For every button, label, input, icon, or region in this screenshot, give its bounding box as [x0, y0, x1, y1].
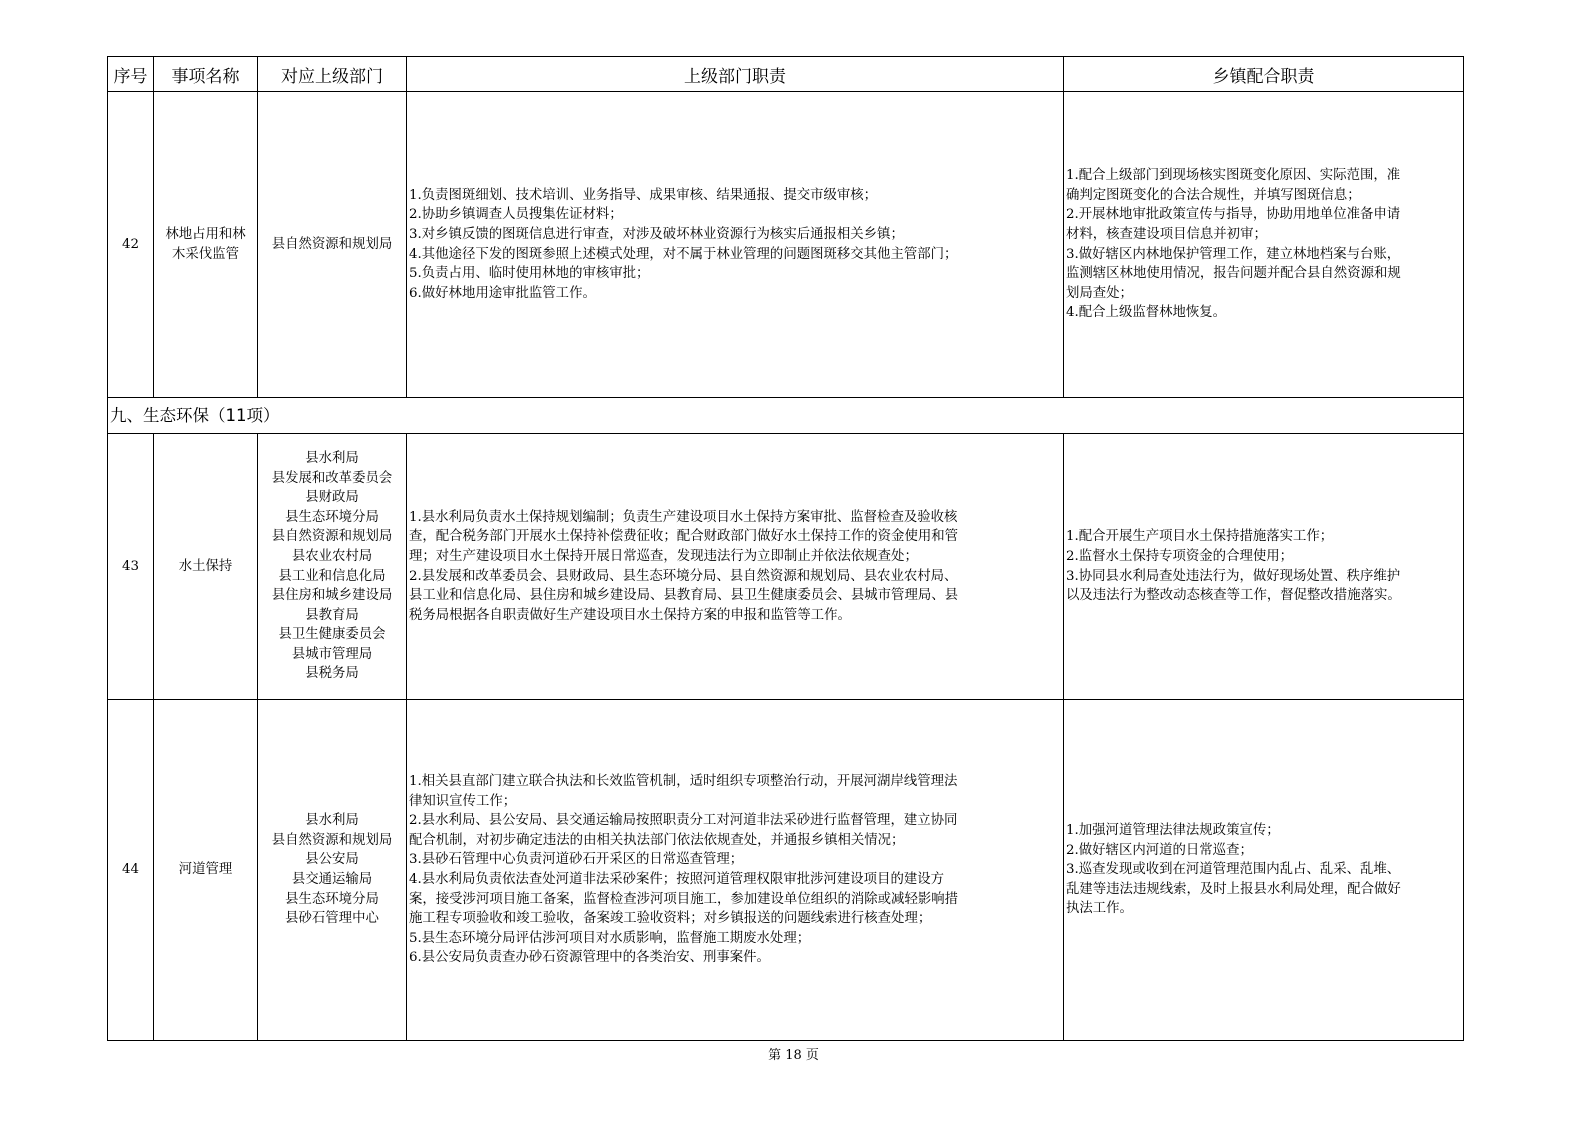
town-line: 4.配合上级监督林地恢复。 — [1066, 305, 1227, 321]
superior-duty-cell — [407, 700, 1064, 1041]
dept-line: 县卫生健康委员会 — [278, 627, 386, 643]
town-line: 执法工作。 — [1066, 901, 1133, 917]
seq-cell: 43 — [108, 434, 154, 700]
superior-line: 理；对生产建设项目水土保持开展日常巡查，发现违法行为立即制止并依法依规查处； — [409, 548, 918, 564]
table-row — [108, 434, 1464, 700]
dept-cell — [258, 92, 407, 398]
dept-line: 县自然资源和规划局 — [271, 832, 393, 848]
item-name-cell — [154, 434, 258, 700]
superior-line: 1.负责图斑细划、技术培训、业务指导、成果审核、结果通报、提交市级审核； — [409, 187, 878, 203]
superior-line: 6.做好林地用途审批监管工作。 — [409, 285, 596, 301]
dept-cell — [258, 700, 407, 1041]
dept-line: 县城市管理局 — [291, 646, 373, 662]
town-line: 3.巡查发现或收到在河道管理范围内乱占、乱采、乱堆、 — [1066, 862, 1401, 878]
seq-cell: 44 — [108, 700, 154, 1041]
dept-line: 县工业和信息化局 — [278, 568, 386, 584]
name-line: 林地占用和林 — [165, 226, 246, 242]
dept-line: 县自然资源和规划局 — [271, 529, 393, 545]
town-duty-cell — [1064, 92, 1464, 398]
superior-line: 律知识宣传工作； — [409, 793, 517, 809]
superior-line: 查，配合税务部门开展水土保持补偿费征收；配合财政部门做好水土保持工作的资金使用和管 — [409, 529, 959, 545]
dept-line: 县交通运输局 — [291, 872, 373, 887]
superior-line: 4.其他途径下发的图斑参照上述模式处理，对不属于林业管理的问题图斑移交其他主管部门； — [409, 246, 958, 262]
dept-line: 县砂石管理中心 — [285, 911, 379, 927]
header-seq: 序号 — [108, 57, 154, 92]
table-row — [108, 700, 1464, 1041]
header-superior-duty: 上级部门职责 — [407, 57, 1064, 92]
item-name-cell — [154, 92, 258, 398]
superior-duty-cell — [407, 434, 1064, 700]
superior-line: 县工业和信息化局、县住房和城乡建设局、县教育局、县卫生健康委员会、县城市管理局、县 — [409, 588, 959, 604]
dept-line: 县自然资源和规划局 — [271, 236, 393, 252]
superior-line: 案，接受涉河项目施工备案，监督检查涉河项目施工，参加建设单位组织的消除或减轻影响措 — [409, 891, 959, 907]
dept-line: 县财政局 — [305, 490, 359, 506]
superior-line: 税务局根据各自职责做好生产建设项目水土保持方案的申报和监管等工作。 — [409, 607, 851, 623]
superior-line: 配合机制，对初步确定违法的由相关执法部门依法依规查处，并通报乡镇相关情况； — [409, 832, 905, 848]
town-line: 2.开展林地审批政策宣传与指导，协助用地单位准备申请 — [1066, 207, 1401, 223]
page-number: 第 18 页 — [768, 1048, 819, 1063]
header-dept: 对应上级部门 — [258, 57, 407, 92]
superior-line: 2.县水利局、县公安局、县交通运输局按照职责分工对河道非法采砂进行监督管理，建立协同 — [409, 813, 958, 829]
item-name-cell — [154, 700, 258, 1041]
dept-line: 县农业农村局 — [291, 548, 373, 564]
town-line: 2.做好辖区内河道的日常巡查； — [1066, 842, 1253, 858]
seq-cell: 42 — [108, 92, 154, 398]
section-row — [108, 398, 1464, 434]
town-line: 3.协同县水利局查处违法行为，做好现场处置、秩序维护 — [1066, 568, 1401, 584]
town-line: 2.监督水土保持专项资金的合理使用； — [1066, 548, 1294, 564]
town-line: 以及违法行为整改动态核查等工作，督促整改措施落实。 — [1066, 588, 1401, 604]
town-line: 确判定图斑变化的合法合规性，并填写图斑信息； — [1066, 187, 1361, 203]
dept-line: 县税务局 — [305, 666, 359, 682]
dept-line: 县住房和城乡建设局 — [271, 588, 393, 604]
town-duty-cell — [1064, 700, 1464, 1041]
section-heading: 九、生态环保（11项） — [108, 398, 1464, 434]
superior-line: 2.县发展和改革委员会、县财政局、县生态环境分局、县自然资源和规划局、县农业农村局、 — [409, 568, 958, 584]
dept-line: 县水利局 — [305, 450, 359, 466]
name-line: 木采伐监管 — [172, 246, 239, 262]
name-line: 水土保持 — [178, 558, 233, 574]
duty-table — [107, 56, 1464, 1041]
town-line: 1.加强河道管理法律法规政策宣传； — [1066, 823, 1280, 839]
superior-line: 3.县砂石管理中心负责河道砂石开采区的日常巡查管理； — [409, 852, 744, 868]
superior-line: 1.县水利局负责水土保持规划编制；负责生产建设项目水土保持方案审批、监督检查及验收核 — [409, 509, 958, 525]
town-line: 1.配合上级部门到现场核实图斑变化原因、实际范围，准 — [1066, 168, 1401, 184]
superior-line: 5.负责占用、临时使用林地的审核审批； — [409, 266, 650, 282]
superior-line: 5.县生态环境分局评估涉河项目对水质影响，监督施工期废水处理； — [409, 930, 811, 946]
dept-line: 县发展和改革委员会 — [271, 470, 393, 486]
town-duty-cell — [1064, 434, 1464, 700]
header-name: 事项名称 — [154, 57, 258, 92]
superior-line: 4.县水利局负责依法查处河道非法采砂案件；按照河道管理权限审批涉河建设项目的建设方 — [409, 872, 945, 887]
superior-line: 3.对乡镇反馈的图斑信息进行审查，对涉及破坏林业资源行为核实后通报相关乡镇； — [409, 226, 904, 242]
dept-line: 县生态环境分局 — [285, 509, 379, 525]
header-town-duty: 乡镇配合职责 — [1064, 57, 1464, 92]
town-line: 乱建等违法违规线索，及时上报县水利局处理，配合做好 — [1066, 881, 1401, 897]
superior-line: 1.相关县直部门建立联合执法和长效监管机制，适时组织专项整治行动，开展河湖岸线管理法 — [409, 774, 958, 790]
town-line: 划局查处； — [1066, 285, 1133, 301]
superior-line: 6.县公安局负责查办砂石资源管理中的各类治安、刑事案件。 — [409, 950, 770, 966]
town-line: 1.配合开展生产项目水土保持措施落实工作； — [1066, 529, 1334, 545]
superior-line: 施工程专项验收和竣工验收，备案竣工验收资料；对乡镇报送的问题线索进行核查处理； — [409, 911, 932, 927]
superior-duty-cell — [407, 92, 1064, 398]
dept-line: 县生态环境分局 — [285, 891, 379, 907]
town-line: 3.做好辖区内林地保护管理工作，建立林地档案与台账， — [1066, 246, 1401, 262]
superior-line: 2.协助乡镇调查人员搜集佐证材料； — [409, 207, 623, 223]
dept-cell — [258, 434, 407, 700]
table-row — [108, 92, 1464, 398]
dept-line: 县教育局 — [305, 607, 359, 623]
header-row — [108, 57, 1464, 92]
name-line: 河道管理 — [178, 862, 233, 878]
town-line: 监测辖区林地使用情况，报告问题并配合县自然资源和规 — [1066, 266, 1401, 282]
dept-line: 县公安局 — [305, 852, 359, 868]
dept-line: 县水利局 — [305, 813, 359, 829]
town-line: 材料，核查建设项目信息并初审； — [1066, 226, 1267, 242]
